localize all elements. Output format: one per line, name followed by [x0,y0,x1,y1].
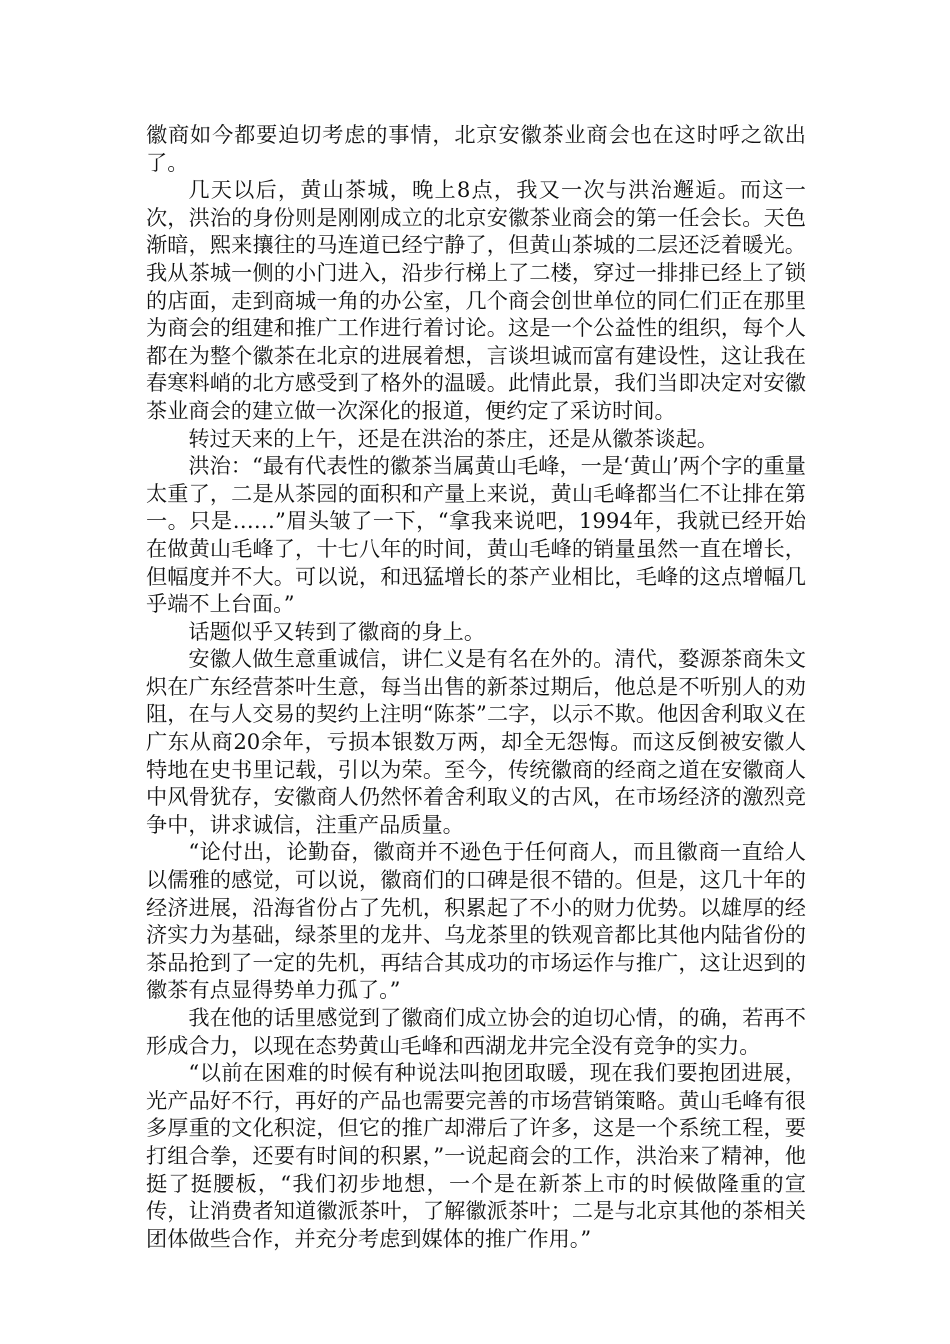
paragraph: 安徽人做生意重诚信，讲仁义是有名在外的。清代，婺源茶商朱文炽在广东经营茶叶生意，每当出售的新茶过期后，他总是不听别人的劝阻，在与人交易的契约上注明“陈茶”二字，以示不欺。他因舍利取义在广东从商20余年，亏损本银数万两，却全无怨悔。而这反倒被安徽人特地在史书里记载，引以为荣。至今，传统徽商的经商之道在安徽商人中风骨犹存，安徽商人仍然怀着舍利取义的古风，在市场经济的激烈竞争中，讲求诚信，注重产品质量。 [146,646,806,837]
document-body [146,121,806,1252]
paragraph: 转过天来的上午，还是在洪治的茶庄，还是从徽茶谈起。 [188,425,719,451]
paragraph: 洪治：“最有代表性的徽茶当属黄山毛峰，一是‘黄山’两个字的重量太重了，二是从茶园的面积和产量上来说，黄山毛峰都当仁不让排在第一。只是……”眉头皱了一下，“拿我来说吧，1994年，我就已经开始在做黄山毛峰了，十七八年的时间，黄山毛峰的销量虽然一直在增长，但幅度并不大。可以说，和迅猛增长的茶产业相比，毛峰的这点增幅几乎端不上台面。” [146,453,806,617]
paragraph: “以前在困难的时候有种说法叫抱团取暖，现在我们要抱团进展，光产品好不行，再好的产品也需要完善的市场营销策略。黄山毛峰有很多厚重的文化积淀，但它的推广却滞后了许多，这是一个系统工程，要打组合拳，还要有时间的积累，”一说起商会的工作，洪治来了精神，他挺了挺腰板，“我们初步地想，一个是在新茶上市的时候做隆重的宣传，让消费者知道徽派茶叶，了解徽派茶叶；二是与北京其他的茶相关团体做些合作，并充分考虑到媒体的推广作用。” [146,1060,806,1251]
paragraph-continuation: 徽商如今都要迫切考虑的事情，北京安徽茶业商会也在这时呼之欲出了。 [146,122,806,175]
paragraph: 我在他的话里感觉到了徽商们成立协会的迫切心情，的确，若再不形成合力，以现在态势黄山毛峰和西湖龙井完全没有竞争的实力。 [146,1005,806,1058]
paragraph: 话题似乎又转到了徽商的身上。 [188,618,486,644]
paragraph: 几天以后，黄山茶城，晚上8点，我又一次与洪治邂逅。而这一次，洪治的身份则是刚刚成立的北京安徽茶业商会的第一任会长。天色渐暗，熙来攘往的马连道已经宁静了，但黄山茶城的二层还泛着暖光。我从茶城一侧的小门进入，沿步行梯上了二楼，穿过一排排已经上了锁的店面，走到商城一角的办公室，几个商会创世单位的同仁们正在那里为商会的组建和推广工作进行着讨论。这是一个公益性的组织，每个人都在为整个徽茶在北京的进展着想，言谈坦诚而富有建设性，这让我在春寒料峭的北方感受到了格外的温暖。此情此景，我们当即决定对安徽茶业商会的建立做一次深化的报道，便约定了采访时间。 [146,177,806,423]
paragraph: “论付出，论勤奋，徽商并不逊色于任何商人，而且徽商一直给人以儒雅的感觉，可以说，徽商们的口碑是很不错的。但是，这几十年的经济进展，沿海省份占了先机，积累起了不小的财力优势。以雄厚的经济实力为基础，绿茶里的龙井、乌龙茶里的铁观音都比其他内陆省份的茶品抢到了一定的先机，再结合其成功的市场运作与推广，这让迟到的徽茶有点显得势单力孤了。” [146,839,806,1003]
